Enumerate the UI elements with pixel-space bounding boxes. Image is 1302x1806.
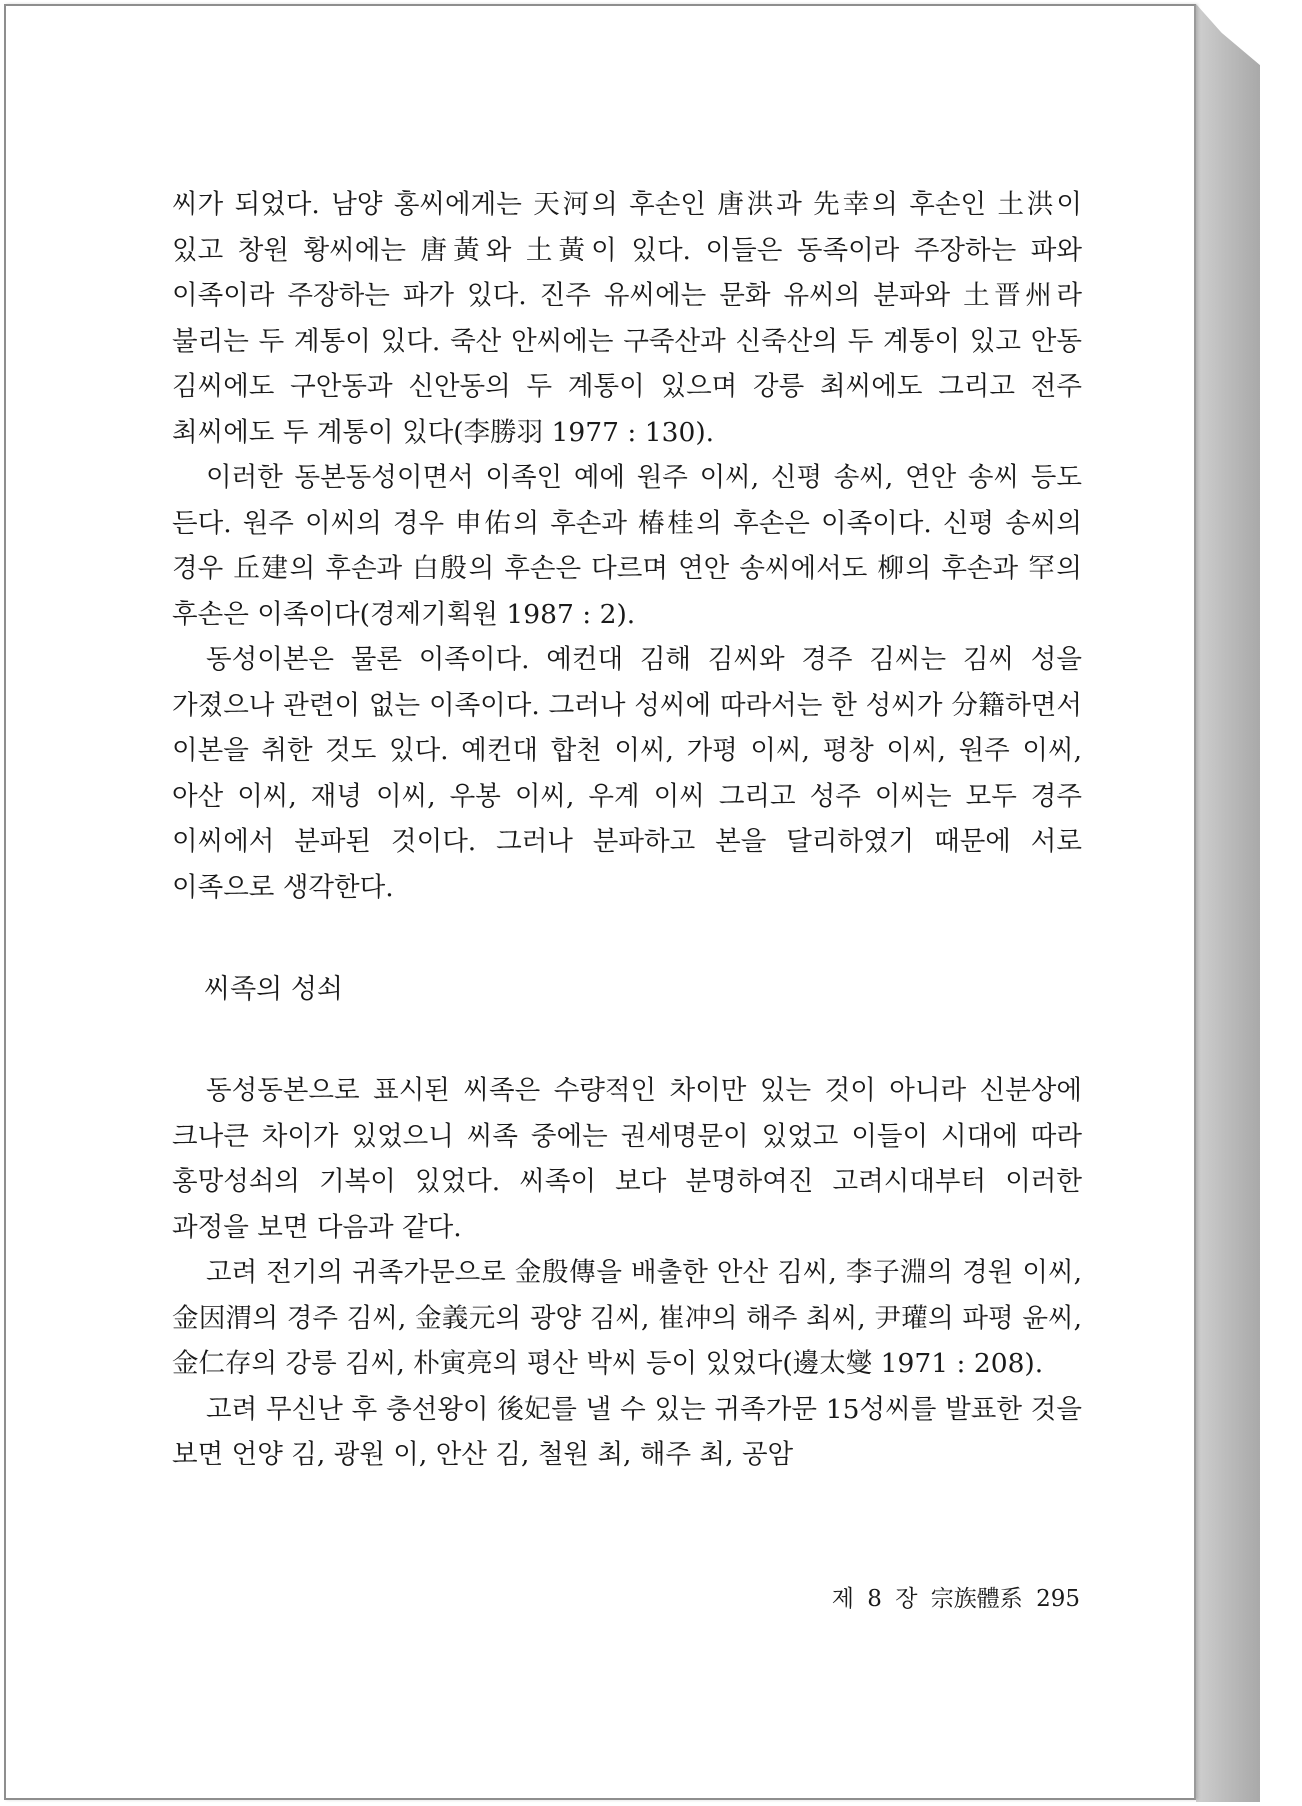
page-number: 295 — [1036, 1586, 1080, 1612]
section-heading: 씨족의 성쇠 — [204, 974, 343, 1005]
footer-chapter-title: 宗族體系 — [930, 1586, 1023, 1612]
paragraph: 고려 무신난 후 충선왕이 後妃를 낼 수 있는 귀족가문 15성씨를 발표한 것을 보면 언양 김, 광원 이, 안산 김, 철원 최, 해주 최, 공암 — [172, 1393, 1082, 1470]
paragraph-continued: 씨가 되었다. 남양 홍씨에게는 天河의 후손인 唐洪과 先幸의 후손인 土洪이 있고 창원 황씨에는 唐黃와 土黃이 있다. 이들은 동족이라 주장하는 파와 이족이라 주장하는 파가 있다. 진주 유씨에는 문화 유씨의 분파와 土晋州라 불리는 두 계통이 있다. 죽산 안씨에는 구죽산과 신죽산의 두 계통이 있고 안동 김씨에도 구안동과 신안동의 두 계통이 있으며 강릉 최씨에도 그리고 전주 최씨에도 두 계통이 있다(李勝羽 1977 : 130). — [172, 189, 1082, 448]
paragraph: 고려 전기의 귀족가문으로 金殷傳을 배출한 안산 김씨, 李子淵의 경원 이씨, 金因渭의 경주 김씨, 金義元의 광양 김씨, 崔冲의 해주 최씨, 尹瓘의 파평 윤씨, 金仁存의 강릉 김씨, 朴寅亮의 평산 박씨 등이 있었다(邊太燮 1971 : 208). — [172, 1257, 1082, 1379]
page-body — [172, 182, 1082, 1478]
paragraph: 동성동본으로 표시된 씨족은 수량적인 차이만 있는 것이 아니라 신분상에 크나큰 차이가 있었으니 씨족 중에는 권세명문이 있었고 이들이 시대에 따라 홍망성쇠의 기복이 있었다. 씨족이 보다 분명하여진 고려시대부터 이러한 과정을 보면 다음과 같다. — [172, 1075, 1082, 1243]
paragraph: 이러한 동본동성이면서 이족인 예에 원주 이씨, 신평 송씨, 연안 송씨 등도 든다. 원주 이씨의 경우 申佑의 후손과 椿桂의 후손은 이족이다. 신평 송씨의 경우 丘建의 후손과 白殷의 후손은 다르며 연안 송씨에서도 柳의 후손과 罕의 후손은 이족이다(경제기획원 1987 : 2). — [172, 462, 1082, 630]
footer-chapter: 제 8 장 — [831, 1586, 918, 1612]
paragraph: 동성이본은 물론 이족이다. 예컨대 김해 김씨와 경주 김씨는 김씨 성을 가졌으나 관련이 없는 이족이다. 그러나 성씨에 따라서는 한 성씨가 分籍하면서 이본을 취한 것도 있다. 예컨대 합천 이씨, 가평 이씨, 평창 이씨, 원주 이씨, 아산 이씨, 재녕 이씨, 우봉 이씨, 우계 이씨 그리고 성주 이씨는 모두 경주 이씨에서 분파된 것이다. 그러나 분파하고 본을 달리하였기 때문에 서로 이족으로 생각한다. — [172, 644, 1082, 903]
book-page-edge — [1196, 4, 1260, 1802]
page-footer — [680, 1580, 1080, 1613]
